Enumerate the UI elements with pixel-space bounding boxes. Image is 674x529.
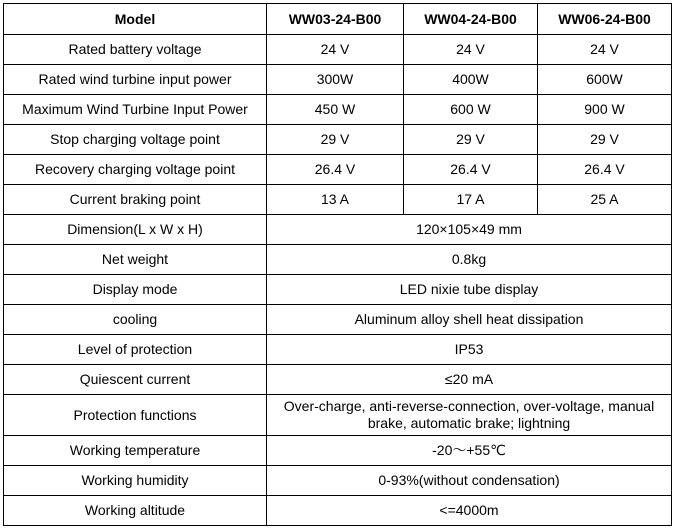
row-label: Quiescent current [4, 365, 267, 395]
table-row [4, 215, 672, 245]
cell-value: 0.8kg [267, 245, 672, 275]
cell-value: 400W [404, 65, 538, 95]
row-label: Current braking point [4, 185, 267, 215]
spec-table [3, 3, 672, 526]
cell-value: 450 W [267, 95, 404, 125]
cell-value: 26.4 V [404, 155, 538, 185]
cell-value: ≤20 mA [267, 365, 672, 395]
cell-value: 900 W [538, 95, 672, 125]
table-row [4, 436, 672, 466]
cell-value: 17 A [404, 185, 538, 215]
cell-value: 29 V [538, 125, 672, 155]
row-label: Working altitude [4, 496, 267, 526]
cell-value: 600 W [404, 95, 538, 125]
table-row [4, 185, 672, 215]
cell-value: 29 V [267, 125, 404, 155]
cell-value: 24 V [267, 35, 404, 65]
row-label: cooling [4, 305, 267, 335]
row-label: Display mode [4, 275, 267, 305]
table-row [4, 335, 672, 365]
model-header-ww04: WW04-24-B00 [404, 4, 538, 35]
cell-value: 26.4 V [267, 155, 404, 185]
cell-value: IP53 [267, 335, 672, 365]
row-label: Dimension(L x W x H) [4, 215, 267, 245]
cell-value: Over-charge, anti-reverse-connection, over-voltage, manual brake, automatic brake; lightning [267, 395, 672, 436]
cell-value: LED nixie tube display [267, 275, 672, 305]
cell-value: -20～+55℃ [267, 436, 672, 466]
cell-value: 13 A [267, 185, 404, 215]
row-label: Working temperature [4, 436, 267, 466]
table-row [4, 496, 672, 526]
table-row [4, 125, 672, 155]
table-row [4, 245, 672, 275]
row-label: Level of protection [4, 335, 267, 365]
table-row [4, 275, 672, 305]
row-label: Rated wind turbine input power [4, 65, 267, 95]
cell-value: 300W [267, 65, 404, 95]
row-label: Recovery charging voltage point [4, 155, 267, 185]
row-label: Protection functions [4, 395, 267, 436]
model-header-ww03: WW03-24-B00 [267, 4, 404, 35]
cell-value: 26.4 V [538, 155, 672, 185]
table-row [4, 365, 672, 395]
row-label: Working humidity [4, 466, 267, 496]
table-row [4, 395, 672, 436]
cell-value: 24 V [404, 35, 538, 65]
model-header-label: Model [4, 4, 267, 35]
cell-value: 600W [538, 65, 672, 95]
cell-value: 24 V [538, 35, 672, 65]
cell-value: Aluminum alloy shell heat dissipation [267, 305, 672, 335]
table-row [4, 95, 672, 125]
cell-value: <=4000m [267, 496, 672, 526]
row-label: Stop charging voltage point [4, 125, 267, 155]
table-row [4, 155, 672, 185]
cell-value: 0-93%(without condensation) [267, 466, 672, 496]
model-header-ww06: WW06-24-B00 [538, 4, 672, 35]
table-row [4, 35, 672, 65]
cell-value: 25 A [538, 185, 672, 215]
cell-value: 120×105×49 mm [267, 215, 672, 245]
table-row [4, 65, 672, 95]
table-row [4, 305, 672, 335]
row-label: Maximum Wind Turbine Input Power [4, 95, 267, 125]
header-row [4, 4, 672, 35]
table-row [4, 466, 672, 496]
row-label: Net weight [4, 245, 267, 275]
cell-value: 29 V [404, 125, 538, 155]
row-label: Rated battery voltage [4, 35, 267, 65]
